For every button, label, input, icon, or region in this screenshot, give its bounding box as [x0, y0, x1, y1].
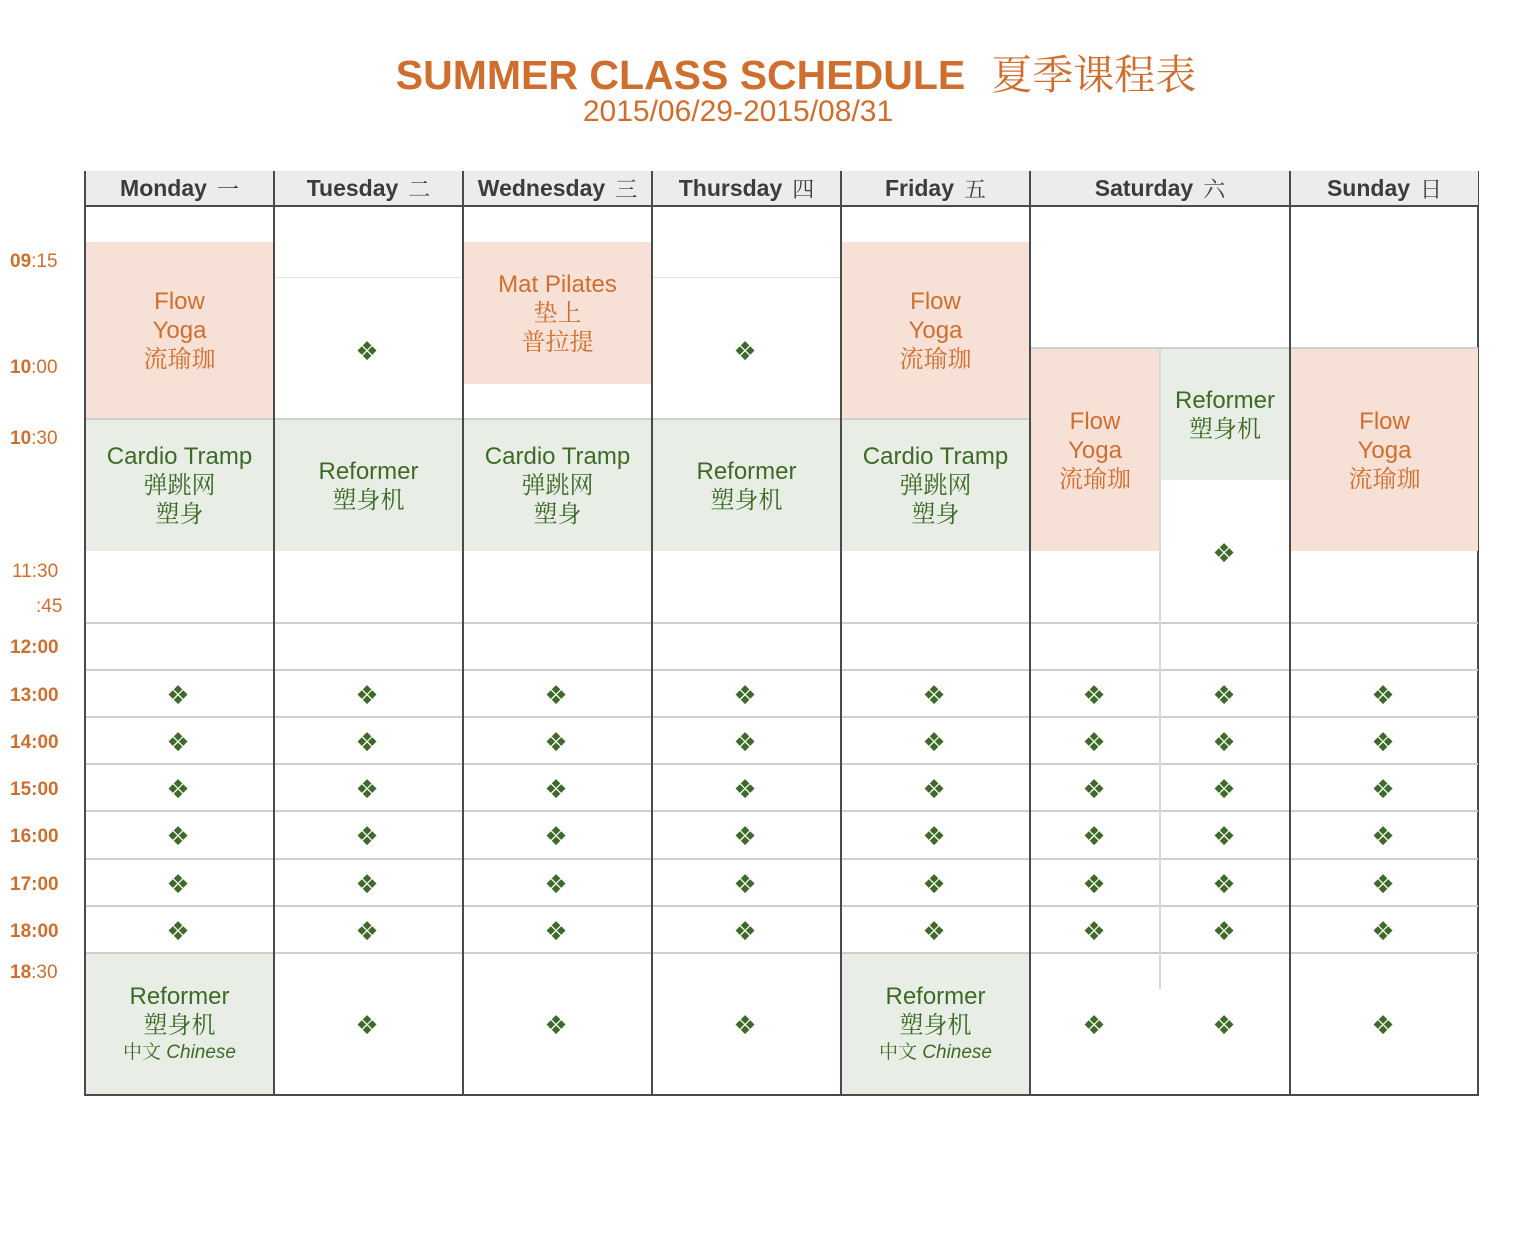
open-slot-icon: ❖ [355, 915, 379, 946]
open-slot-icon: ❖ [1371, 1009, 1395, 1040]
open-slot-icon: ❖ [733, 773, 757, 804]
class-reformer-chinese-monday[interactable]: Reformer 塑身机 中文 Chinese [86, 954, 273, 1094]
time-label: :45 [36, 596, 63, 617]
open-slot-icon: ❖ [1082, 679, 1106, 710]
open-slot-icon: ❖ [1212, 868, 1236, 899]
open-slot-icon: ❖ [1082, 915, 1106, 946]
open-slot-icon: ❖ [166, 868, 190, 899]
open-slot-icon: ❖ [922, 679, 946, 710]
open-slot-icon: ❖ [1082, 1009, 1106, 1040]
header-sunday: Sunday 日 [1291, 171, 1478, 207]
class-mat-pilates-wednesday[interactable]: Mat Pilates 垫上 普拉提 [464, 242, 651, 384]
open-slot-icon: ❖ [1212, 679, 1236, 710]
open-slot-icon: ❖ [544, 820, 568, 851]
open-slot-icon: ❖ [544, 773, 568, 804]
open-slot-icon: ❖ [1212, 1009, 1236, 1040]
class-cardio-tramp-friday[interactable]: Cardio Tramp 弹跳网 塑身 [842, 420, 1029, 551]
open-slot-icon: ❖ [1212, 820, 1236, 851]
open-slot-icon: ❖ [166, 726, 190, 757]
time-label: 11:30 [12, 561, 59, 582]
open-slot-icon: ❖ [355, 773, 379, 804]
open-slot-icon: ❖ [355, 335, 379, 366]
open-slot-icon: ❖ [1212, 915, 1236, 946]
time-label: 18:30 [10, 962, 58, 983]
open-slot-icon: ❖ [544, 726, 568, 757]
time-label: 16:00 [10, 826, 59, 847]
open-slot-icon: ❖ [1371, 915, 1395, 946]
open-slot-icon: ❖ [1371, 820, 1395, 851]
open-slot-icon: ❖ [544, 679, 568, 710]
class-cardio-tramp-monday[interactable]: Cardio Tramp 弹跳网 塑身 [86, 420, 273, 551]
open-slot-icon: ❖ [922, 773, 946, 804]
open-slot-icon: ❖ [1082, 726, 1106, 757]
open-slot-icon: ❖ [733, 915, 757, 946]
time-label: 09:15 [10, 251, 58, 272]
header-thursday: Thursday 四 [653, 171, 840, 207]
open-slot-icon: ❖ [1212, 537, 1236, 568]
schedule-grid [84, 171, 1479, 1096]
title-chinese: 夏季课程表 [991, 52, 1197, 98]
header-monday: Monday 一 [86, 171, 273, 207]
open-slot-icon: ❖ [1212, 773, 1236, 804]
time-label: 14:00 [10, 732, 59, 753]
time-label: 10:30 [10, 428, 58, 449]
open-slot-icon: ❖ [733, 335, 757, 366]
class-flow-yoga-monday[interactable]: Flow Yoga 流瑜珈 [86, 242, 273, 418]
open-slot-icon: ❖ [544, 868, 568, 899]
header-wednesday: Wednesday 三 [464, 171, 651, 207]
time-label: 10:00 [10, 357, 58, 378]
class-reformer-tuesday[interactable]: Reformer 塑身机 [275, 420, 462, 551]
time-label: 13:00 [10, 685, 59, 706]
class-reformer-thursday[interactable]: Reformer 塑身机 [653, 420, 840, 551]
open-slot-icon: ❖ [733, 1009, 757, 1040]
class-reformer-chinese-friday[interactable]: Reformer 塑身机 中文 Chinese [842, 954, 1029, 1094]
open-slot-icon: ❖ [166, 820, 190, 851]
header-tuesday: Tuesday 二 [275, 171, 462, 207]
open-slot-icon: ❖ [733, 868, 757, 899]
time-label: 15:00 [10, 779, 59, 800]
class-flow-yoga-sunday[interactable]: Flow Yoga 流瑜珈 [1291, 349, 1478, 551]
open-slot-icon: ❖ [1082, 773, 1106, 804]
open-slot-icon: ❖ [355, 820, 379, 851]
time-label: 18:00 [10, 921, 59, 942]
open-slot-icon: ❖ [1371, 773, 1395, 804]
open-slot-icon: ❖ [922, 726, 946, 757]
header-friday: Friday 五 [842, 171, 1029, 207]
open-slot-icon: ❖ [1371, 868, 1395, 899]
open-slot-icon: ❖ [355, 726, 379, 757]
open-slot-icon: ❖ [355, 868, 379, 899]
class-reformer-saturday[interactable]: Reformer 塑身机 [1161, 349, 1289, 480]
open-slot-icon: ❖ [1371, 726, 1395, 757]
open-slot-icon: ❖ [544, 1009, 568, 1040]
header-saturday: Saturday 六 [1031, 171, 1289, 207]
open-slot-icon: ❖ [1371, 679, 1395, 710]
schedule-title [0, 42, 1516, 101]
class-flow-yoga-saturday[interactable]: Flow Yoga 流瑜珈 [1031, 349, 1159, 551]
time-label: 17:00 [10, 874, 59, 895]
open-slot-icon: ❖ [922, 915, 946, 946]
open-slot-icon: ❖ [733, 679, 757, 710]
time-label: 12:00 [10, 637, 59, 658]
class-cardio-tramp-wednesday[interactable]: Cardio Tramp 弹跳网 塑身 [464, 420, 651, 551]
open-slot-icon: ❖ [733, 726, 757, 757]
open-slot-icon: ❖ [733, 820, 757, 851]
open-slot-icon: ❖ [355, 1009, 379, 1040]
open-slot-icon: ❖ [166, 679, 190, 710]
title-english: SUMMER CLASS SCHEDULE [395, 52, 966, 98]
class-flow-yoga-friday[interactable]: Flow Yoga 流瑜珈 [842, 242, 1029, 418]
open-slot-icon: ❖ [166, 773, 190, 804]
open-slot-icon: ❖ [922, 868, 946, 899]
open-slot-icon: ❖ [922, 820, 946, 851]
open-slot-icon: ❖ [166, 915, 190, 946]
open-slot-icon: ❖ [1212, 726, 1236, 757]
open-slot-icon: ❖ [544, 915, 568, 946]
open-slot-icon: ❖ [1082, 820, 1106, 851]
open-slot-icon: ❖ [1082, 868, 1106, 899]
date-range: 2015/06/29-2015/08/31 [582, 95, 894, 128]
open-slot-icon: ❖ [355, 679, 379, 710]
